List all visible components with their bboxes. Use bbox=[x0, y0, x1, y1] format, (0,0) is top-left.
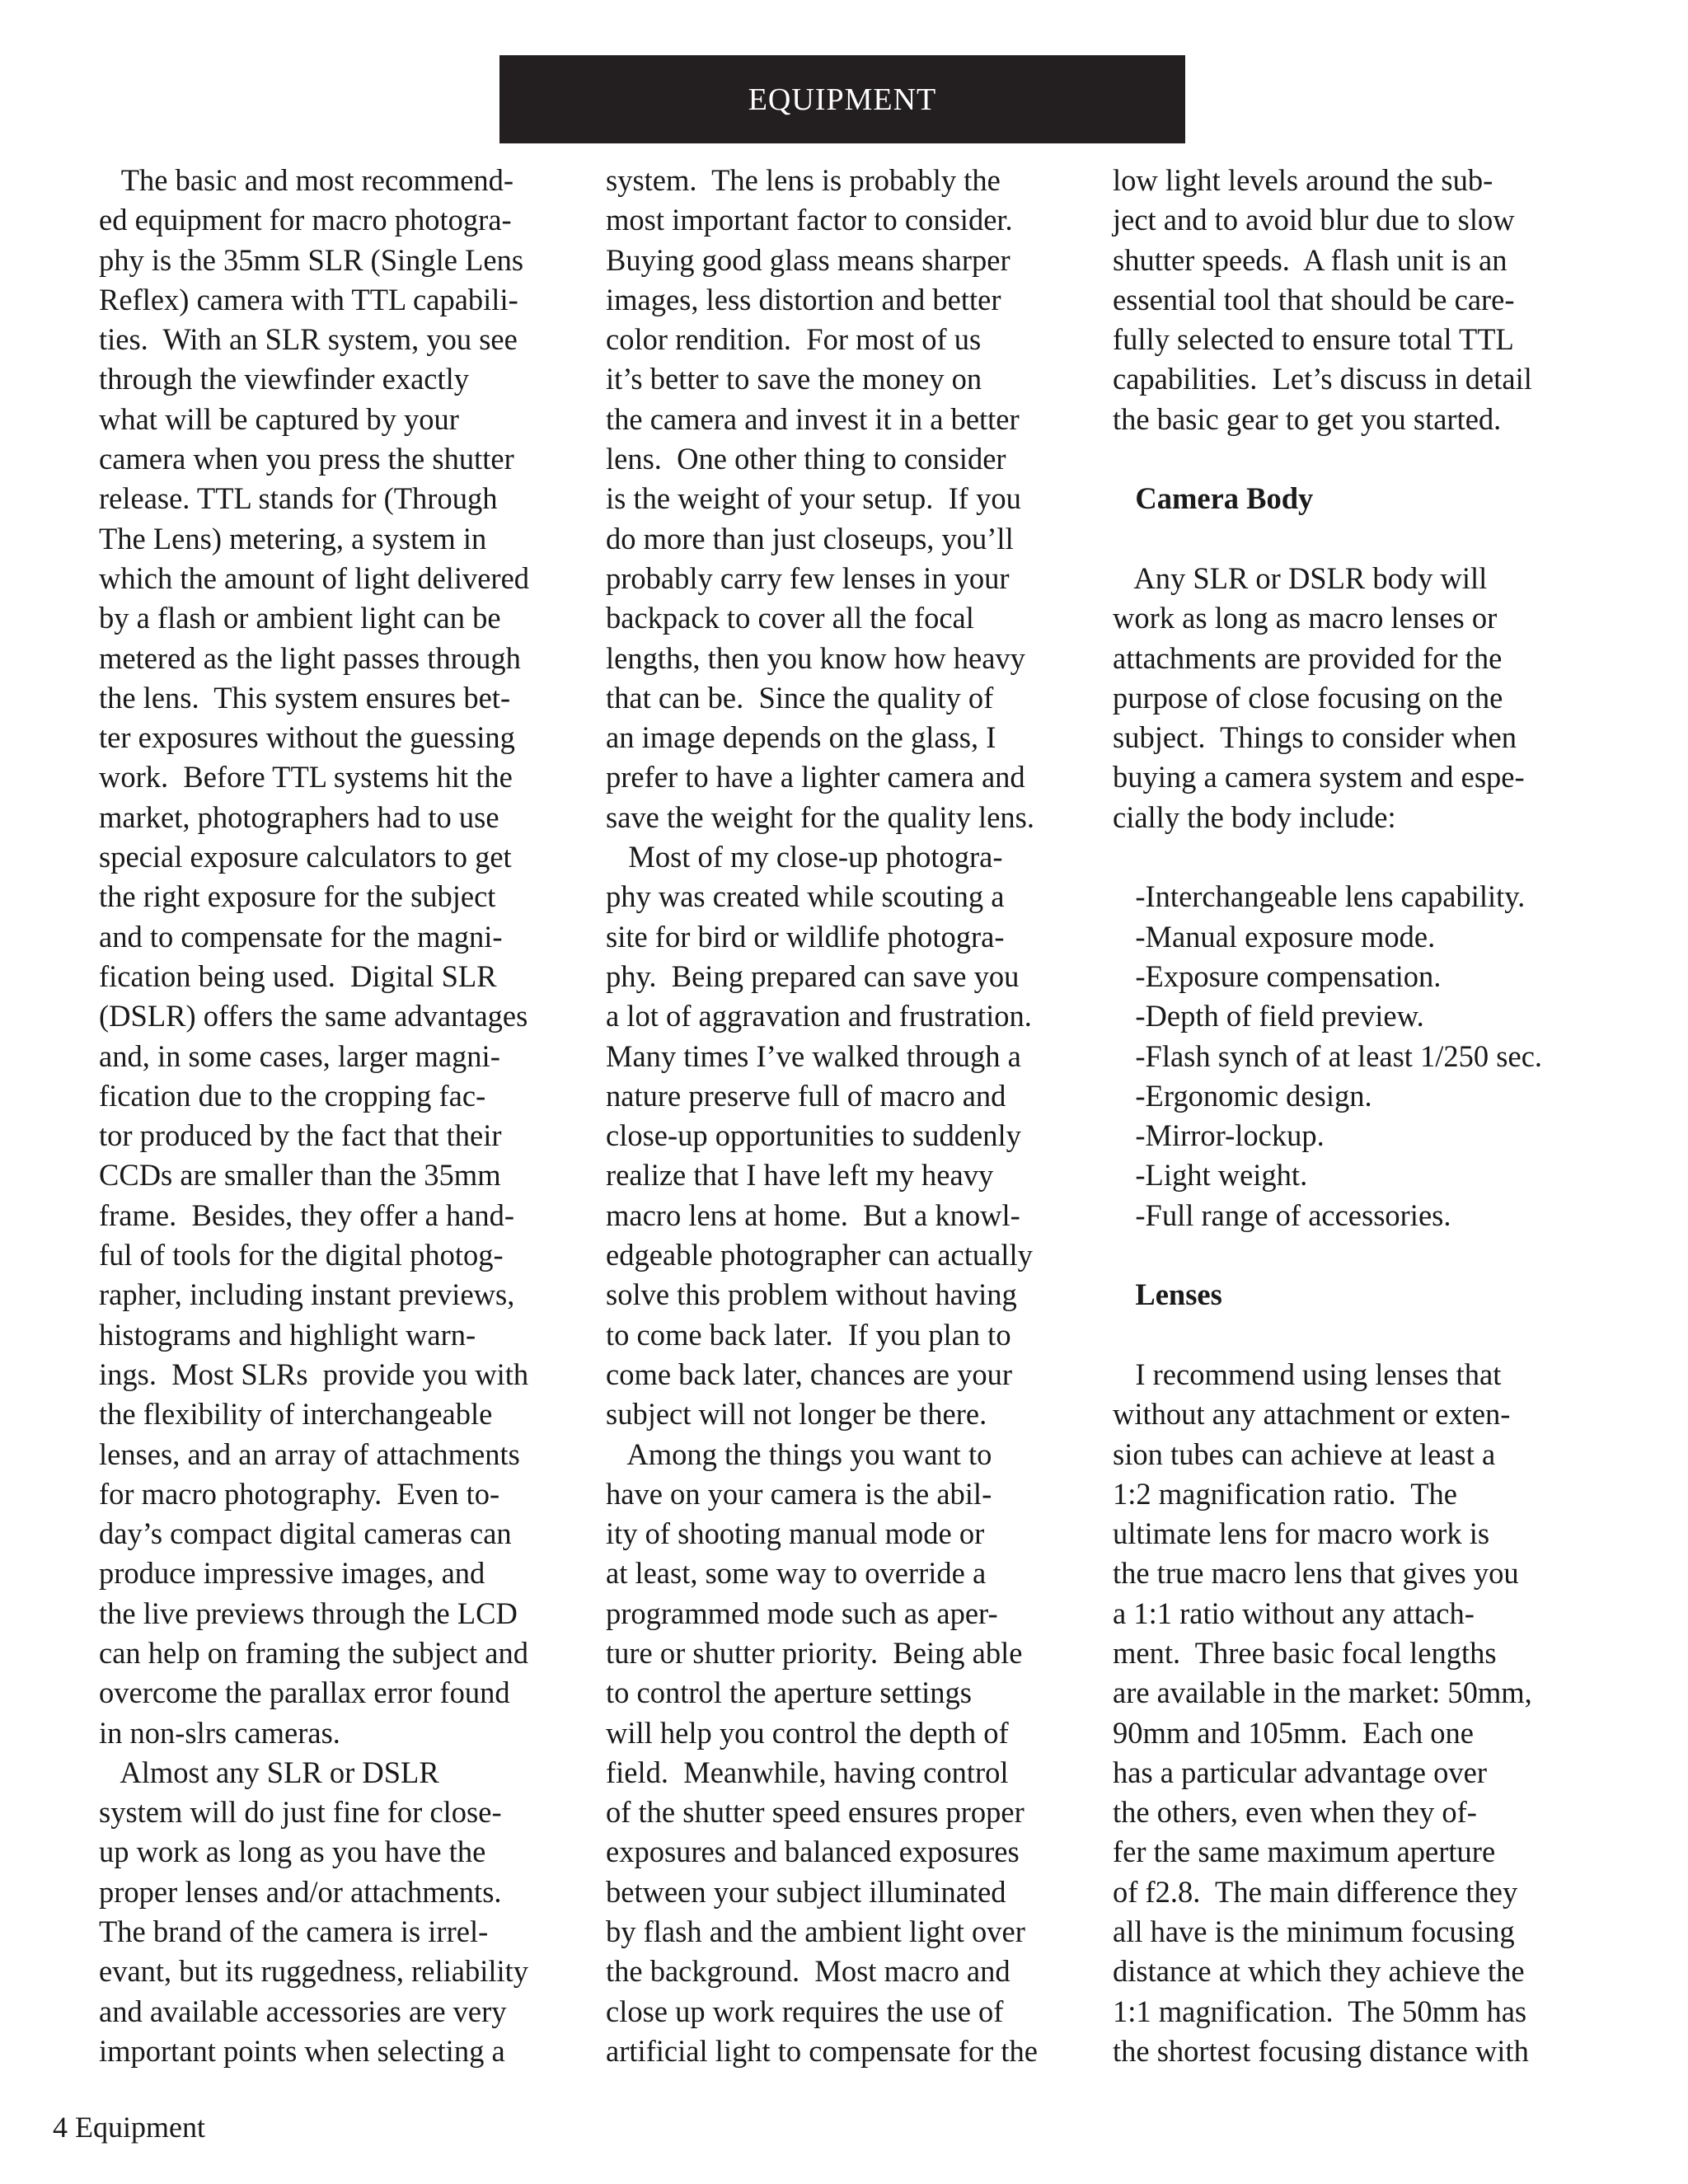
text-line: lens. One other thing to consider bbox=[606, 442, 1006, 476]
text-line: special exposure calculators to get bbox=[99, 840, 512, 874]
text-line: ties. With an SLR system, you see bbox=[99, 322, 518, 357]
text-line: exposures and balanced exposures bbox=[606, 1835, 1020, 1869]
text-line: has a particular advantage over bbox=[1113, 1755, 1487, 1789]
text-line: and, in some cases, larger magni- bbox=[99, 1038, 500, 1073]
text-line: the true macro lens that gives you bbox=[1113, 1556, 1519, 1591]
text-line: shutter speeds. A flash unit is an bbox=[1113, 242, 1507, 277]
text-line: most important factor to consider. bbox=[606, 203, 1013, 237]
text-line: through the viewfinder exactly bbox=[99, 362, 469, 396]
text-line: of f2.8. The main difference they bbox=[1113, 1874, 1518, 1909]
text-line: subject. Things to consider when bbox=[1113, 720, 1517, 755]
text-line: proper lenses and/or attachments. bbox=[99, 1874, 502, 1909]
text-line: Almost any SLR or DSLR bbox=[99, 1755, 439, 1789]
text-line: edgeable photographer can actually bbox=[606, 1238, 1033, 1272]
text-line: system will do just fine for close- bbox=[99, 1795, 502, 1830]
text-line: capabilities. Let’s discuss in detail bbox=[1113, 362, 1532, 396]
text-line: phy is the 35mm SLR (Single Lens bbox=[99, 242, 524, 277]
text-line: is the weight of your setup. If you bbox=[606, 481, 1021, 516]
text-line: low light levels around the sub- bbox=[1113, 163, 1493, 197]
text-line: The Lens) metering, a system in bbox=[99, 521, 487, 555]
text-line: evant, but its ruggedness, reliability bbox=[99, 1954, 529, 1989]
text-line: at least, some way to override a bbox=[606, 1556, 987, 1591]
text-line: in non-slrs cameras. bbox=[99, 1715, 340, 1750]
text-line: the shortest focusing distance with bbox=[1113, 2033, 1529, 2068]
text-line: by a flash or ambient light can be bbox=[99, 601, 501, 635]
text-line: I recommend using lenses that bbox=[1113, 1357, 1502, 1391]
text-line: CCDs are smaller than the 35mm bbox=[99, 1158, 501, 1193]
text-line: up work as long as you have the bbox=[99, 1835, 486, 1869]
text-line: Any SLR or DSLR body will bbox=[1113, 560, 1488, 595]
text-line: ject and to avoid blur due to slow bbox=[1113, 203, 1515, 237]
text-line bbox=[1113, 837, 1542, 877]
text-line: cially the body include: bbox=[1113, 799, 1396, 834]
text-line: and to compensate for the magni- bbox=[99, 919, 503, 954]
text-line: ings. Most SLRs provide you with bbox=[99, 1357, 529, 1391]
text-line: ture or shutter priority. Being able bbox=[606, 1635, 1023, 1670]
text-line: of the shutter speed ensures proper bbox=[606, 1795, 1025, 1830]
text-line: ultimate lens for macro work is bbox=[1113, 1516, 1490, 1551]
text-line: the others, even when they of- bbox=[1113, 1795, 1477, 1830]
text-line: fer the same maximum aperture bbox=[1113, 1835, 1496, 1869]
text-line: Most of my close-up photogra- bbox=[606, 840, 1003, 874]
text-line bbox=[1113, 519, 1542, 559]
text-line: backpack to cover all the focal bbox=[606, 601, 974, 635]
text-line: field. Meanwhile, having control bbox=[606, 1755, 1009, 1789]
text-line: between your subject illuminated bbox=[606, 1874, 1006, 1909]
text-line: realize that I have left my heavy bbox=[606, 1158, 994, 1193]
text-column-1 bbox=[99, 161, 529, 2071]
text-line: will help you control the depth of bbox=[606, 1715, 1009, 1750]
text-line: ity of shooting manual mode or bbox=[606, 1516, 985, 1551]
text-line: histograms and highlight warn- bbox=[99, 1317, 476, 1352]
text-line: Many times I’ve walked through a bbox=[606, 1038, 1021, 1073]
text-line: come back later, chances are your bbox=[606, 1357, 1013, 1391]
text-line: ed equipment for macro photogra- bbox=[99, 203, 512, 237]
text-line: programmed mode such as aper- bbox=[606, 1596, 998, 1630]
text-line: the basic gear to get you started. bbox=[1113, 401, 1502, 436]
text-line: camera when you press the shutter bbox=[99, 442, 514, 476]
text-line: Reflex) camera with TTL capabili- bbox=[99, 282, 518, 316]
text-line: the live previews through the LCD bbox=[99, 1596, 518, 1630]
text-line: day’s compact digital cameras can bbox=[99, 1516, 512, 1551]
text-line: Buying good glass means sharper bbox=[606, 242, 1010, 277]
text-line: without any attachment or exten- bbox=[1113, 1397, 1511, 1432]
text-line: nature preserve full of macro and bbox=[606, 1078, 1006, 1113]
text-line: prefer to have a lighter camera and bbox=[606, 760, 1025, 794]
text-line: lenses, and an array of attachments bbox=[99, 1436, 520, 1471]
text-line: to come back later. If you plan to bbox=[606, 1317, 1011, 1352]
text-line: -Light weight. bbox=[1113, 1158, 1308, 1193]
text-column-2 bbox=[606, 161, 1038, 2071]
text-line: buying a camera system and espe- bbox=[1113, 760, 1525, 794]
text-line: a lot of aggravation and frustration. bbox=[606, 999, 1032, 1033]
section-title: EQUIPMENT bbox=[748, 82, 937, 117]
text-line: work. Before TTL systems hit the bbox=[99, 760, 513, 794]
text-line: -Interchangeable lens capability. bbox=[1113, 879, 1526, 914]
text-line: ment. Three basic focal lengths bbox=[1113, 1635, 1497, 1670]
text-line bbox=[1113, 439, 1542, 479]
text-line: -Ergonomic design. bbox=[1113, 1078, 1372, 1113]
text-line: -Mirror-lockup. bbox=[1113, 1118, 1325, 1153]
text-line: -Exposure compensation. bbox=[1113, 958, 1442, 993]
text-line: phy. Being prepared can save you bbox=[606, 958, 1020, 993]
text-line: -Depth of field preview. bbox=[1113, 999, 1424, 1033]
text-line: macro lens at home. But a knowl- bbox=[606, 1197, 1020, 1232]
text-line: to control the aperture settings bbox=[606, 1675, 972, 1710]
text-line: ter exposures without the guessing bbox=[99, 720, 515, 755]
text-line: purpose of close focusing on the bbox=[1113, 680, 1503, 715]
text-line: for macro photography. Even to- bbox=[99, 1476, 500, 1511]
page-footer bbox=[53, 2110, 205, 2144]
text-line: produce impressive images, and bbox=[99, 1556, 485, 1591]
text-line: The brand of the camera is irrel- bbox=[99, 1915, 489, 1949]
text-line: subject will not longer be there. bbox=[606, 1397, 987, 1432]
text-line: site for bird or wildlife photogra- bbox=[606, 919, 1005, 954]
text-line: probably carry few lenses in your bbox=[606, 560, 1010, 595]
text-line: 1:2 magnification ratio. The bbox=[1113, 1476, 1457, 1511]
text-line: color rendition. For most of us bbox=[606, 322, 982, 357]
text-line: close-up opportunities to suddenly bbox=[606, 1118, 1021, 1153]
text-line: save the weight for the quality lens. bbox=[606, 799, 1034, 834]
text-line: -Flash synch of at least 1/250 sec. bbox=[1113, 1038, 1543, 1073]
text-line: release. TTL stands for (Through bbox=[99, 481, 498, 516]
text-line: that can be. Since the quality of bbox=[606, 680, 994, 715]
text-line: system. The lens is probably the bbox=[606, 163, 1001, 197]
text-line: ful of tools for the digital photog- bbox=[99, 1238, 504, 1272]
text-line: attachments are provided for the bbox=[1113, 640, 1503, 675]
text-line: the background. Most macro and bbox=[606, 1954, 1010, 1989]
text-line: market, photographers had to use bbox=[99, 799, 499, 834]
section-header bbox=[499, 55, 1185, 143]
text-line: fication being used. Digital SLR bbox=[99, 958, 497, 993]
text-column-3 bbox=[1113, 161, 1542, 2071]
page-number-label: 4 Equipment bbox=[53, 2111, 205, 2144]
text-line: metered as the light passes through bbox=[99, 640, 521, 675]
text-line: the lens. This system ensures bet- bbox=[99, 680, 511, 715]
text-line: what will be captured by your bbox=[99, 401, 459, 436]
text-line: can help on framing the subject and bbox=[99, 1635, 528, 1670]
text-line: have on your camera is the abil- bbox=[606, 1476, 992, 1511]
text-line: all have is the minimum focusing bbox=[1113, 1915, 1515, 1949]
text-line: work as long as macro lenses or bbox=[1113, 601, 1498, 635]
text-line: 90mm and 105mm. Each one bbox=[1113, 1715, 1474, 1750]
text-line: a 1:1 ratio without any attach- bbox=[1113, 1596, 1475, 1630]
text-line: are available in the market: 50mm, bbox=[1113, 1675, 1532, 1710]
text-line bbox=[1113, 1235, 1542, 1275]
text-line: distance at which they achieve the bbox=[1113, 1954, 1525, 1989]
text-line: -Manual exposure mode. bbox=[1113, 919, 1436, 954]
text-line: sion tubes can achieve at least a bbox=[1113, 1436, 1496, 1471]
text-line: by flash and the ambient light over bbox=[606, 1915, 1025, 1949]
text-line: The basic and most recommend- bbox=[99, 163, 514, 197]
text-line: Among the things you want to bbox=[606, 1436, 992, 1471]
text-line: important points when selecting a bbox=[99, 2033, 505, 2068]
text-line: overcome the parallax error found bbox=[99, 1675, 510, 1710]
text-line: rapher, including instant previews, bbox=[99, 1277, 515, 1312]
text-line: it’s better to save the money on bbox=[606, 362, 982, 396]
text-line: 1:1 magnification. The 50mm has bbox=[1113, 1994, 1527, 2028]
text-line: do more than just closeups, you’ll bbox=[606, 521, 1014, 555]
text-line: frame. Besides, they offer a hand- bbox=[99, 1197, 515, 1232]
text-line: phy was created while scouting a bbox=[606, 879, 1005, 914]
text-line: an image depends on the glass, I bbox=[606, 720, 996, 755]
text-line: lengths, then you know how heavy bbox=[606, 640, 1025, 675]
text-line: solve this problem without having bbox=[606, 1277, 1017, 1312]
text-line: the flexibility of interchangeable bbox=[99, 1397, 493, 1432]
text-line: the right exposure for the subject bbox=[99, 879, 496, 914]
text-line: which the amount of light delivered bbox=[99, 560, 530, 595]
text-line: and available accessories are very bbox=[99, 1994, 507, 2028]
text-line: images, less distortion and better bbox=[606, 282, 1001, 316]
text-line: the camera and invest it in a better bbox=[606, 401, 1020, 436]
text-line: tor produced by the fact that their bbox=[99, 1118, 502, 1153]
text-line: fully selected to ensure total TTL bbox=[1113, 322, 1514, 357]
subheading: Camera Body bbox=[1113, 481, 1314, 516]
text-line bbox=[1113, 1315, 1542, 1355]
text-line: essential tool that should be care- bbox=[1113, 282, 1515, 316]
text-line: fication due to the cropping fac- bbox=[99, 1078, 486, 1113]
text-line: artificial light to compensate for the bbox=[606, 2033, 1038, 2068]
subheading: Lenses bbox=[1113, 1277, 1222, 1312]
text-line: (DSLR) offers the same advantages bbox=[99, 999, 528, 1033]
text-line: -Full range of accessories. bbox=[1113, 1197, 1451, 1232]
text-line: close up work requires the use of bbox=[606, 1994, 1004, 2028]
